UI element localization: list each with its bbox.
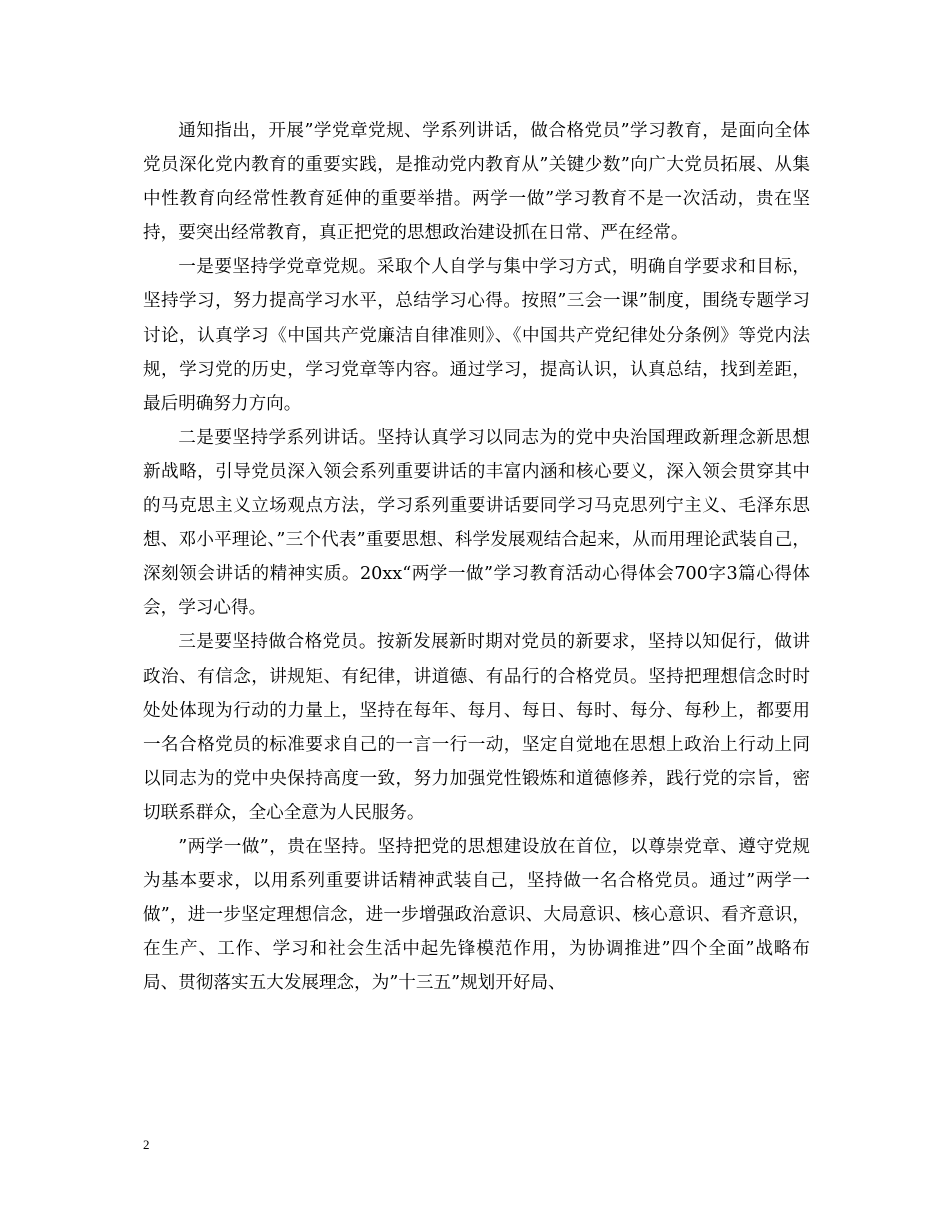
page-number: 2 bbox=[143, 1137, 150, 1152]
paragraph-notice: 通知指出，开展”学党章党规、学系列讲话，做合格党员”学习教育，是面向全体党员深化党内教育的重要实践，是推动党内教育从”关键少数”向广大党员拓展、从集中性教育向经常性教育延伸的重要举措。两学一做”学习教育不是一次活动，贵在坚持，要突出经常教育，真正把党的思想政治建设抓在日常、严在经常。 bbox=[143, 121, 810, 244]
paragraph-point-two: 二是要坚持学系列讲话。坚持认真学习以同志为的党中央治国理政新理念新思想新战略，引导党员深入领会系列重要讲话的丰富内涵和核心要义，深入领会贯穿其中的马克思主义立场观点方法，学习系列重要讲话要同学习马克思列宁主义、毛泽东思想、邓小平理论、”三个代表”重要思想、科学发展观结合起来，从而用理论武装自己，深刻领会讲话的精神实质。20xx“两学一做”学习教育活动心得体会700字3篇心得体会，学习心得。 bbox=[143, 427, 810, 619]
paragraph-point-one: 一是要坚持学党章党规。采取个人自学与集中学习方式，明确自学要求和目标，坚持学习，努力提高学习水平，总结学习心得。按照”三会一课”制度，围绕专题学习讨论，认真学习《中国共产党廉洁自律准则》、《中国共产党纪律处分条例》等党内法规，学习党的历史，学习党章等内容。通过学习，提高认识，认真总结，找到差距，最后明确努力方向。 bbox=[143, 257, 810, 414]
paragraph-conclusion: ”两学一做”，贵在坚持。坚持把党的思想建设放在首位，以尊崇党章、遵守党规为基本要求，以用系列重要讲话精神武装自己，坚持做一名合格党员。通过”两学一做”，进一步坚定理想信念，进一步增强政治意识、大局意识、核心意识、看齐意识，在生产、工作、学习和社会生活中起先锋模范作用，为协调推进”四个全面”战略布局、贯彻落实五大发展理念，为”十三五”规划开好局、 bbox=[143, 836, 810, 994]
paragraph-point-three: 三是要坚持做合格党员。按新发展新时期对党员的新要求，坚持以知促行，做讲政治、有信念，讲规矩、有纪律，讲道德、有品行的合格党员。坚持把理想信念时时处处体现为行动的力量上，坚持在每年、每月、每日、每时、每分、每秒上，都要用一名合格党员的标准要求自己的一言一行一动，坚定自觉地在思想上政治上行动上同以同志为的党中央保持高度一致，努力加强党性锻炼和道德修养，践行党的宗旨，密切联系群众，全心全意为人民服务。 bbox=[143, 632, 810, 823]
document-body bbox=[143, 114, 810, 1000]
